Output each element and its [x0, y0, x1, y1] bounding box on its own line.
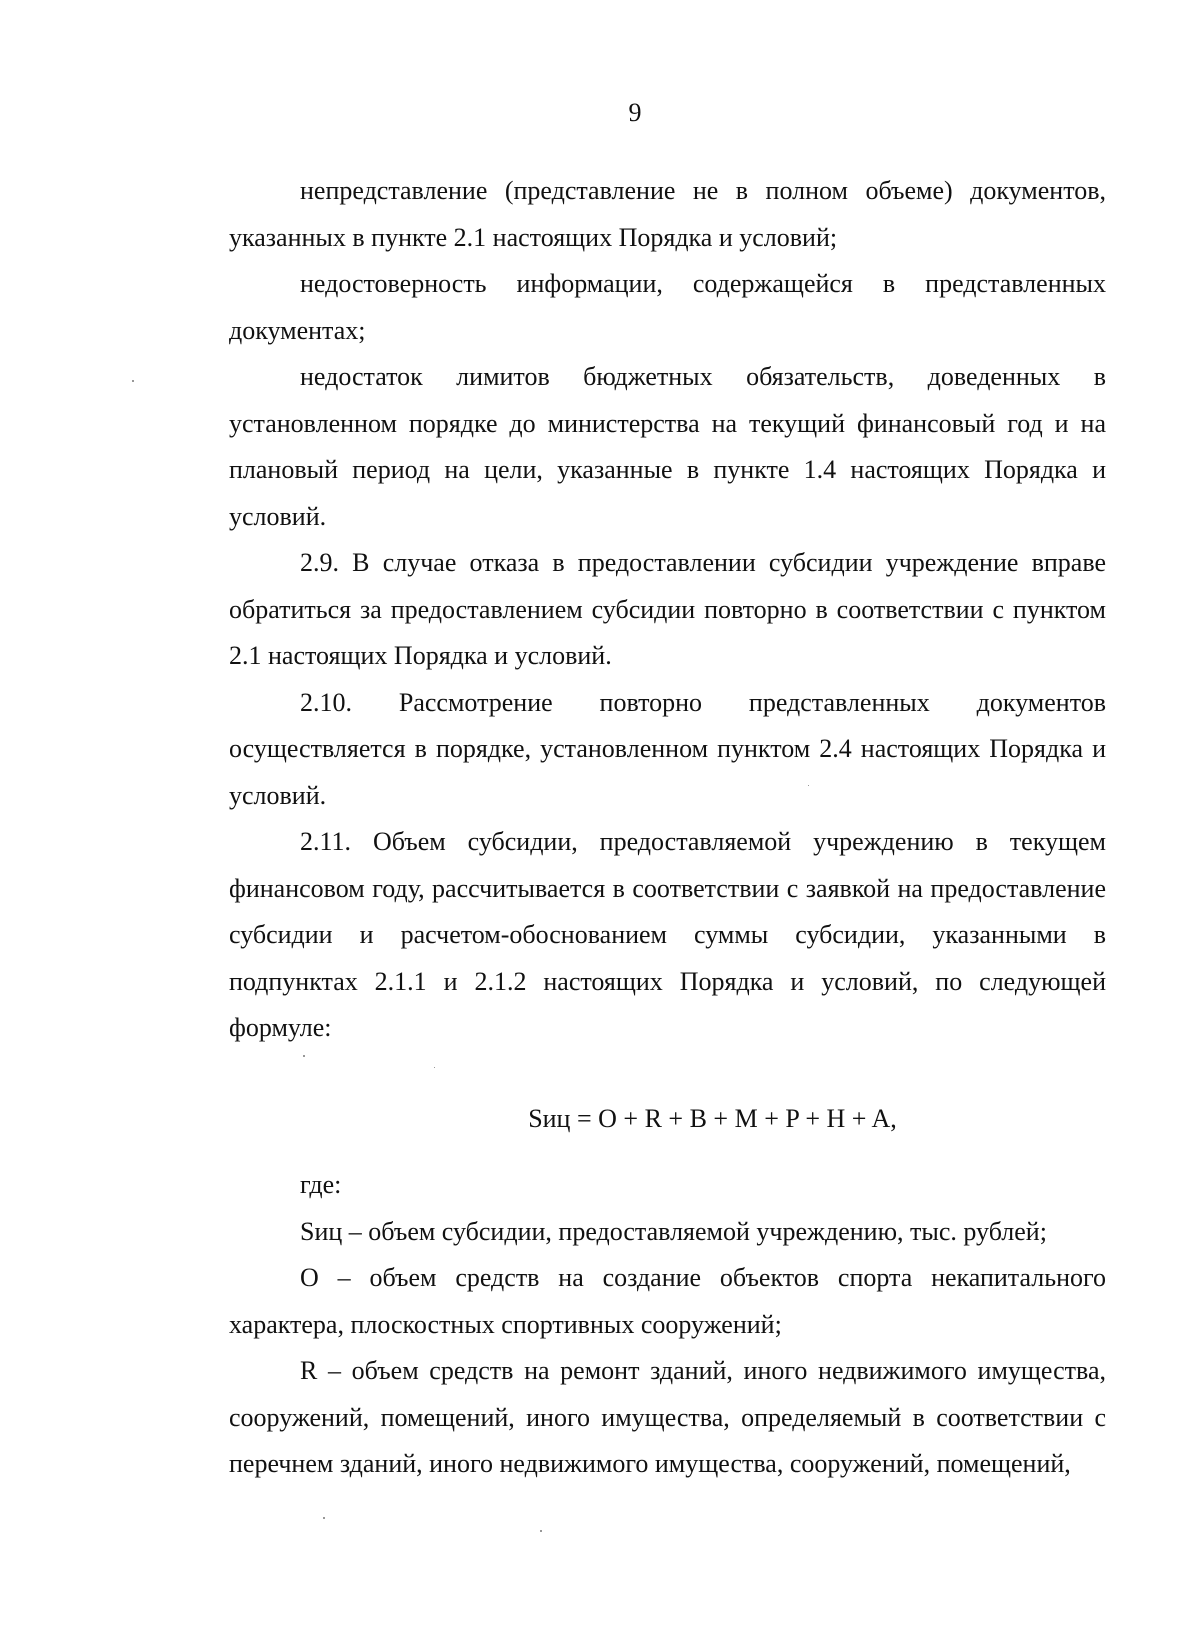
paragraph-nonsubmission: непредставление (представление не в полном объеме) документов, указанных в пункте 2.1 настоящих Порядка и условий; [229, 176, 1106, 252]
subsidy-formula: Sиц = O + R + B + M + P + H + A, [528, 1103, 897, 1133]
scan-speck [808, 785, 809, 786]
scan-speck [303, 1055, 305, 1057]
definition-o: O – объем средств на создание объектов спорта некапитального характера, плоскостных спортивных сооружений; [229, 1263, 1106, 1339]
paragraph-2-9: 2.9. В случае отказа в предоставлении субсидии учреждение вправе обратиться за предоставлением субсидии повторно в соответствии с пунктом 2.1 настоящих Порядка и условий. [229, 548, 1106, 670]
page-number: 9 [628, 98, 642, 127]
document-body [229, 168, 1106, 1488]
paragraph-2-11: 2.11. Объем субсидии, предоставляемой учреждению в текущем финансовом году, рассчитывается в соответствии с заявкой на предоставление субсидии и расчетом-обоснованием суммы субсидии, указанными в подпунктах 2.1.1 и 2.1.2 настоящих Порядка и условий, по следующей формуле: [229, 827, 1106, 1042]
scan-speck [434, 1067, 435, 1068]
paragraph-2-10: 2.10. Рассмотрение повторно представленных документов осуществляется в порядке, установленном пунктом 2.4 настоящих Порядка и условий. [229, 687, 1106, 810]
paragraph-insufficient-limits: недостаток лимитов бюджетных обязательств, доведенных в установленном порядке до министерства на текущий финансовый год и на плановый период на цели, указанные в пункте 1.4 настоящих Порядка и условий. [229, 362, 1106, 531]
scan-speck [323, 1517, 325, 1519]
definition-r: R – объем средств на ремонт зданий, иного недвижимого имущества, сооружений, помещений, иного имущества, определяемый в соответствии с перечнем зданий, иного недвижимого имущества, сооружений, помещений, [229, 1356, 1106, 1478]
paragraph-unreliable-info: недостоверность информации, содержащейся в представленных документах; [229, 269, 1106, 345]
scan-speck [540, 1530, 542, 1532]
scan-speck [132, 380, 134, 382]
definitions-intro: где: [300, 1170, 342, 1199]
definition-s: Sиц – объем субсидии, предоставляемой учреждению, тыс. рублей; [300, 1216, 1047, 1246]
